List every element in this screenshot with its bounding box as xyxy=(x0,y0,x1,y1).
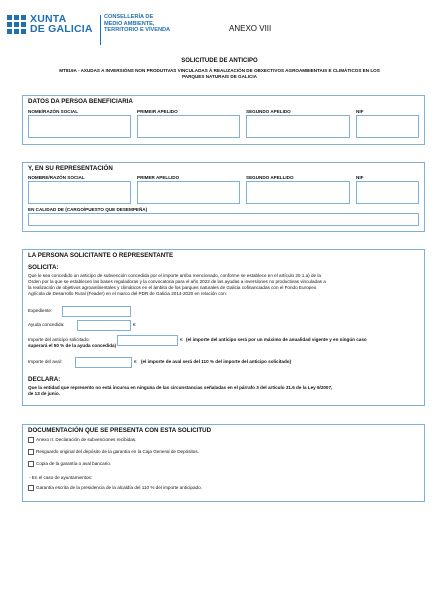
aval-note: (el importe de aval será del 110 % del importe del anticipo solicitado) xyxy=(141,359,292,364)
subtitle-line1: MT819A - AXUDAS A INVERSIÓNS NON PRODUTIVAS VINCULADAS Á REALIZACIÓN DE OBXECTIVOS AGROAMBIENTAIS E CLIMÁTICOS EN LOS xyxy=(59,68,380,73)
ayuda-euro: € xyxy=(133,322,136,327)
rep-name-label: NOMBRE/RAZÓN SOCIAL xyxy=(28,175,85,180)
logo-line1: XUNTA xyxy=(30,13,67,25)
declara-heading: DECLARA: xyxy=(28,376,61,383)
aval-euro: € xyxy=(134,359,137,364)
rep-name-field[interactable] xyxy=(28,181,131,204)
anticipo-euro: € xyxy=(180,337,183,342)
rep-surname2-label: SEGUNDO APELLIDO xyxy=(246,175,294,180)
importe-anticipo-label: Importe del anticipo solicitado: xyxy=(28,337,90,342)
beneficiary-surname2-label: SEGUNDO APELIDO xyxy=(246,109,291,114)
rep-cargo-label: EN CALIDAD DE (CARGO/PUESTO QUE DESEMPEÑA) xyxy=(28,207,148,212)
document-title: SOLICITUDE DE ANTICIPO xyxy=(181,58,258,64)
beneficiary-nif-field[interactable] xyxy=(356,115,419,138)
expediente-label: Expediente: xyxy=(28,308,53,313)
doc-item2-checkbox[interactable] xyxy=(28,449,34,455)
ayuntamientos-label: - En el caso de ayuntamientos: xyxy=(29,475,93,480)
doc-item3-checkbox[interactable] xyxy=(28,461,34,467)
doc-item4-label: Garantía escrita de la presidencia de la alcaldía del 110 % del importe anticipado. xyxy=(36,485,202,490)
expediente-field[interactable] xyxy=(62,306,131,317)
dept-line2: MEDIO AMBIENTE, xyxy=(104,20,155,27)
beneficiary-name-label: NOME/RAZÓN SOCIAL xyxy=(28,109,79,114)
xunta-logo-icon xyxy=(6,14,28,36)
solicita-line4: Agrícola de Desarrollo Rural (Feader) en el marco del PDR de Galicia 2014-2020 en relación con: xyxy=(28,291,227,297)
rep-cargo-field[interactable] xyxy=(28,213,419,226)
dept-line1: CONSELLERÍA DE xyxy=(104,14,154,20)
beneficiary-surname1-field[interactable] xyxy=(137,115,240,138)
ayuda-label: Ayuda concedida: xyxy=(28,322,65,327)
solicita-line2: Orden por la que se establecen las bases reguladoras y la convocatoria para el año 2022 de las ayudas a inversiones no productivas vinculadas a xyxy=(28,279,326,285)
importe-anticipo-field[interactable] xyxy=(117,335,178,346)
beneficiary-name-field[interactable] xyxy=(28,115,131,138)
importe-aval-label: Importe del aval: xyxy=(28,359,62,364)
xunta-logo-text xyxy=(30,14,93,34)
department-name xyxy=(104,14,170,34)
beneficiary-surname2-field[interactable] xyxy=(246,115,350,138)
rep-nif-field[interactable] xyxy=(356,181,419,204)
doc-item3-label: Copia de la garantía o aval bancario. xyxy=(36,461,112,466)
doc-item1-checkbox[interactable] xyxy=(28,437,34,443)
doc-item1-label: Anexo II. Declaración de subvenciones recibidas. xyxy=(36,437,137,442)
declara-line1: Que la entidad que represento no está incursa en ninguna de las circunstancias señaladas en el párrafo 3 del artículo 31.6 de la Ley 9/2007, xyxy=(28,385,333,390)
applicant-title: LA PERSONA SOLICITANTE O REPRESENTANTE xyxy=(28,252,174,259)
logo-line2: DE GALICIA xyxy=(30,23,93,35)
rep-surname1-field[interactable] xyxy=(137,181,240,204)
ayuda-field[interactable] xyxy=(77,320,131,331)
anticipo-note-line2: superará el 50 % de la ayuda concedida) xyxy=(28,343,117,348)
solicita-line3: la realización de objetivos agroambientales y climáticos en el ámbito de los parques naturales de Galicia cofinanciadas con el Fondo Europeo xyxy=(28,285,317,291)
doc-item2-label: Resguardo original del depósito de la garantía en la Caja General de Depósitos. xyxy=(36,449,199,454)
solicita-heading: SOLICITA: xyxy=(28,264,59,271)
anexo-label: ANEXO VIII xyxy=(229,24,272,33)
beneficiary-nif-label: NIF xyxy=(356,109,364,114)
solicita-paragraph xyxy=(28,273,422,297)
beneficiary-title: DATOS DA PERSOA BENEFICIARIA xyxy=(28,98,133,105)
documentation-title: DOCUMENTACIÓN QUE SE PRESENTA CON ESTA SOLICITUD xyxy=(28,427,212,434)
dept-line3: TERRITORIO E VIVENDA xyxy=(104,27,171,33)
rep-nif-label: NIF xyxy=(356,175,364,180)
rep-surname2-field[interactable] xyxy=(246,181,350,204)
representative-title: Y, EN SU REPRESENTACIÓN xyxy=(28,165,113,172)
beneficiary-surname1-label: PRIMEIR APELIDO xyxy=(137,109,178,114)
doc-item4-checkbox[interactable] xyxy=(28,485,34,491)
rep-surname1-label: PRIMER APELLIDO xyxy=(137,175,180,180)
logo-separator xyxy=(100,15,101,45)
declara-line2: de 13 de junio. xyxy=(28,391,60,397)
importe-aval-field[interactable] xyxy=(75,357,132,368)
subtitle-line2: PARQUES NATURAIS DE GALICIA xyxy=(182,74,257,79)
document-subtitle xyxy=(0,68,439,80)
declara-paragraph xyxy=(28,385,422,397)
anticipo-note-line1: (el importe del anticipo será por un máximo de anualidad vigente y en ningún caso xyxy=(186,337,367,342)
solicita-line1: Que le sea concedido un anticipo de subvención concedida por el importe arriba mencionado, conforme se establece en el artículo 20.1.a) de la xyxy=(28,273,321,278)
